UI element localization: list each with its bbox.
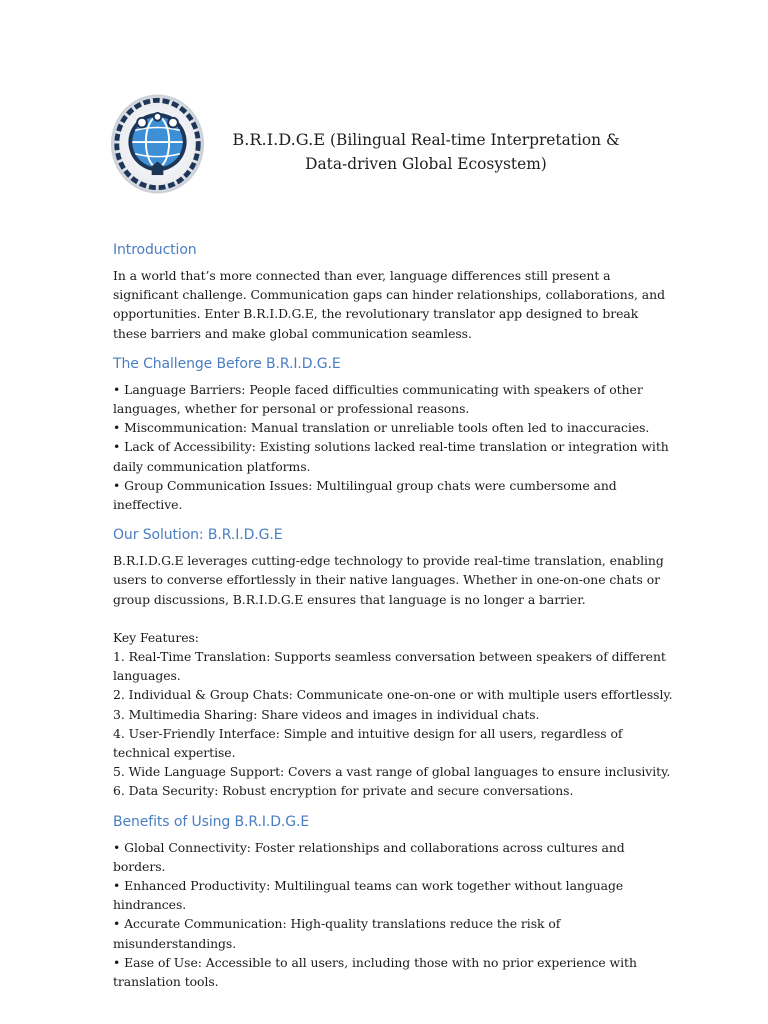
challenge-list <box>113 380 673 514</box>
list-item: 2. Individual & Group Chats: Communicate one-on-one or with multiple users effortlessly. <box>113 687 673 703</box>
globe-network-logo-icon <box>109 93 206 195</box>
list-item: 5. Wide Language Support: Covers a vast range of global languages to ensure inclusivity. <box>113 764 671 780</box>
list-item: • Enhanced Productivity: Multilingual teams can work together without language hindrances. <box>113 878 624 913</box>
list-item: • Accurate Communication: High-quality translations reduce the risk of misunderstandings. <box>113 916 561 951</box>
solution-paragraph: B.R.I.D.G.E leverages cutting-edge technology to provide real-time translation, enabling users to converse effortlessly in their native languages. Whether in one-on-one chats or group discussions, B.R.I.D.G.E ensures that language is no longer a barrier. <box>113 553 664 607</box>
benefits-heading: Benefits of Using B.R.I.D.G.E <box>113 813 310 830</box>
key-features-label: Key Features: <box>113 629 199 645</box>
title-subtitle: (Bilingual Real-time Interpretation & Data-driven Global Ecosystem) <box>305 131 620 173</box>
list-item: 6. Data Security: Robust encryption for private and secure conversations. <box>113 783 574 799</box>
introduction-paragraph: In a world that’s more connected than ever, language differences still present a significant challenge. Communication gaps can hinder relationships, collaborations, and opportunities. Enter B.R.I.D.G.E, the revolutionary translator app designed to break these barriers and make global communication seamless. <box>113 268 665 341</box>
document-title <box>226 128 626 176</box>
list-item: • Lack of Accessibility: Existing solutions lacked real-time translation or integration with daily communication platforms. <box>113 439 669 474</box>
solution-section <box>113 523 673 800</box>
benefits-list <box>113 838 673 992</box>
list-item: • Global Connectivity: Foster relationships and collaborations across cultures and borders. <box>113 839 625 874</box>
document-body <box>113 238 673 1000</box>
title-main: B.R.I.D.G.E <box>232 130 326 149</box>
list-item: 4. User-Friendly Interface: Simple and intuitive design for all users, regardless of technical expertise. <box>113 725 623 761</box>
introduction-section <box>113 238 673 343</box>
challenge-section <box>113 352 673 514</box>
list-item: 3. Multimedia Sharing: Share videos and images in individual chats. <box>113 706 540 722</box>
introduction-heading: Introduction <box>113 242 197 258</box>
key-features-list <box>113 647 673 801</box>
benefits-section <box>113 810 673 992</box>
list-item: • Group Communication Issues: Multilingual group chats were cumbersome and ineffective. <box>113 477 617 513</box>
list-item: • Miscommunication: Manual translation or unreliable tools often led to inaccuracies. <box>113 420 650 436</box>
list-item: • Language Barriers: People faced difficulties communicating with speakers of other languages, whether for personal or professional reasons. <box>113 381 643 417</box>
list-item: • Ease of Use: Accessible to all users, including those with no prior experience with translation tools. <box>113 954 637 990</box>
list-item: 1. Real-Time Translation: Supports seamless conversation between speakers of different languages. <box>113 649 666 684</box>
challenge-heading: The Challenge Before B.R.I.D.G.E <box>113 355 341 372</box>
solution-heading: Our Solution: B.R.I.D.G.E <box>113 527 283 544</box>
